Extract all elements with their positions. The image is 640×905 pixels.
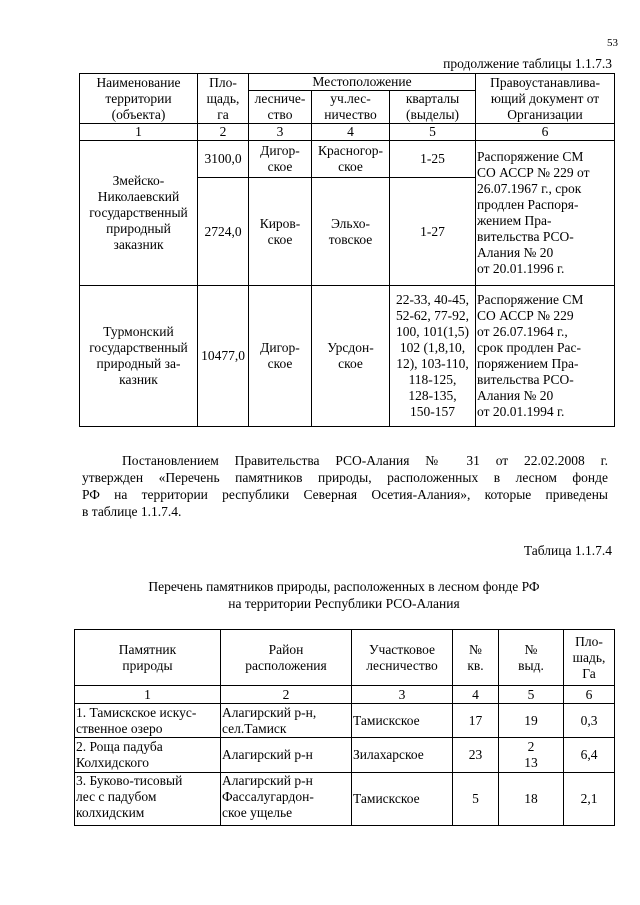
cell-document: Распоряжение СМ СО АССР № 229 от 26.07.1967 г., срок продлен Распоря- жением Пра- вительства РСО- Алания № 20 от 20.01.1996 г. (476, 141, 615, 286)
cell-quarter-number: 17 (453, 704, 499, 738)
table-nature-monuments (74, 629, 615, 826)
header-forestry: лесниче- ство (249, 91, 312, 124)
table-label: Таблица 1.1.7.4 (523, 543, 612, 558)
cell-quarters: 1-25 (390, 141, 476, 178)
col-number: 2 (221, 686, 352, 704)
table-row (75, 704, 615, 738)
cell-area: 10477,0 (198, 286, 249, 427)
col-number: 2 (198, 124, 249, 141)
col-number: 6 (564, 686, 615, 704)
header-district: Район расположения (221, 630, 352, 686)
cell-monument: 3. Буково-тисовый лес с падубом колхидским (75, 773, 221, 826)
header-forestry: Участковое лесничество (352, 630, 453, 686)
col-number: 4 (312, 124, 390, 141)
header-location: Местоположение (249, 74, 476, 91)
table-caption: Перечень памятников природы, расположенных в лесном фонде РФ на территории Республики РСО-Алания (148, 579, 540, 611)
cell-monument: 1. Тамискское искус- ственное озеро (75, 704, 221, 738)
paragraph-line: в таблице 1.1.7.4. (82, 504, 182, 519)
continuation-label: продолжение таблицы 1.1.7.3 (443, 56, 612, 71)
cell-forestry: Киров- ское (249, 178, 312, 286)
paragraph-line: РФ на территории республики Северная Осетия-Алания», которые приведены (82, 487, 608, 502)
header-area: Пло- щадь, га (198, 74, 249, 124)
header-monument: Памятник природы (75, 630, 221, 686)
col-number: 5 (390, 124, 476, 141)
cell-district: Алагирский р-н (221, 738, 352, 773)
cell-area: 2724,0 (198, 178, 249, 286)
table-header-row (80, 74, 615, 91)
cell-document: Распоряжение СМ СО АССР № 229 от 26.07.1964 г., срок продлен Рас- поряжением Пра- вительства РСО- Алания № 20 от 20.01.1994 г. (476, 286, 615, 427)
cell-area: 6,4 (564, 738, 615, 773)
cell-section-number: 19 (499, 704, 564, 738)
table-row (75, 738, 615, 773)
header-quarter-number: № кв. (453, 630, 499, 686)
cell-section-number: 18 (499, 773, 564, 826)
cell-quarter-number: 23 (453, 738, 499, 773)
cell-area: 3100,0 (198, 141, 249, 178)
col-number: 1 (80, 124, 198, 141)
table-row (75, 773, 615, 826)
cell-name: Змейско- Николаевский государственный природный заказник (80, 141, 198, 286)
page-number: 53 (607, 37, 618, 49)
col-number: 5 (499, 686, 564, 704)
cell-quarters: 1-27 (390, 178, 476, 286)
table-row (80, 286, 615, 427)
cell-district-forestry: Эльхо- товское (312, 178, 390, 286)
header-section-number: № выд. (499, 630, 564, 686)
cell-forestry: Дигор- ское (249, 141, 312, 178)
table-protected-areas (79, 73, 615, 427)
cell-quarters: 22-33, 40-45, 52-62, 77-92, 100, 101(1,5) 102 (1,8,10, 12), 103-110, 118-125, 128-135, 150-157 (390, 286, 476, 427)
cell-district-forestry: Красногор- ское (312, 141, 390, 178)
table-row (80, 141, 615, 178)
cell-area: 0,3 (564, 704, 615, 738)
header-name: Наименование территории (объекта) (80, 74, 198, 124)
col-number: 1 (75, 686, 221, 704)
col-number: 4 (453, 686, 499, 704)
col-number: 6 (476, 124, 615, 141)
cell-quarter-number: 5 (453, 773, 499, 826)
cell-district-forestry: Урсдон- ское (312, 286, 390, 427)
cell-forestry: Зилахарское (352, 738, 453, 773)
header-quarters: кварталы (выделы) (390, 91, 476, 124)
cell-district: Алагирский р-н Фассалугардон- ское ущелье (221, 773, 352, 826)
cell-district: Алагирский р-н, сел.Тамиск (221, 704, 352, 738)
col-number: 3 (352, 686, 453, 704)
cell-area: 2,1 (564, 773, 615, 826)
table-header-row (75, 630, 615, 686)
header-document: Правоустанавлива- ющий документ от Организации (476, 74, 615, 124)
column-number-row (80, 124, 615, 141)
col-number: 3 (249, 124, 312, 141)
cell-forestry: Тамискское (352, 704, 453, 738)
header-district-forestry: уч.лес- ничество (312, 91, 390, 124)
cell-forestry: Тамискское (352, 773, 453, 826)
paragraph-line: утвержден «Перечень памятников природы, расположенных в лесном фонде (82, 470, 608, 485)
body-paragraph (82, 452, 608, 520)
cell-name: Турмонский государственный природный за- казник (80, 286, 198, 427)
cell-forestry: Дигор- ское (249, 286, 312, 427)
cell-section-number: 2 13 (499, 738, 564, 773)
paragraph-line: Постановлением Правительства РСО-Алания № 31 от 22.02.2008 г. (122, 453, 608, 468)
cell-monument: 2. Роща падуба Колхидского (75, 738, 221, 773)
column-number-row (75, 686, 615, 704)
header-area: Пло- шадь, Га (564, 630, 615, 686)
